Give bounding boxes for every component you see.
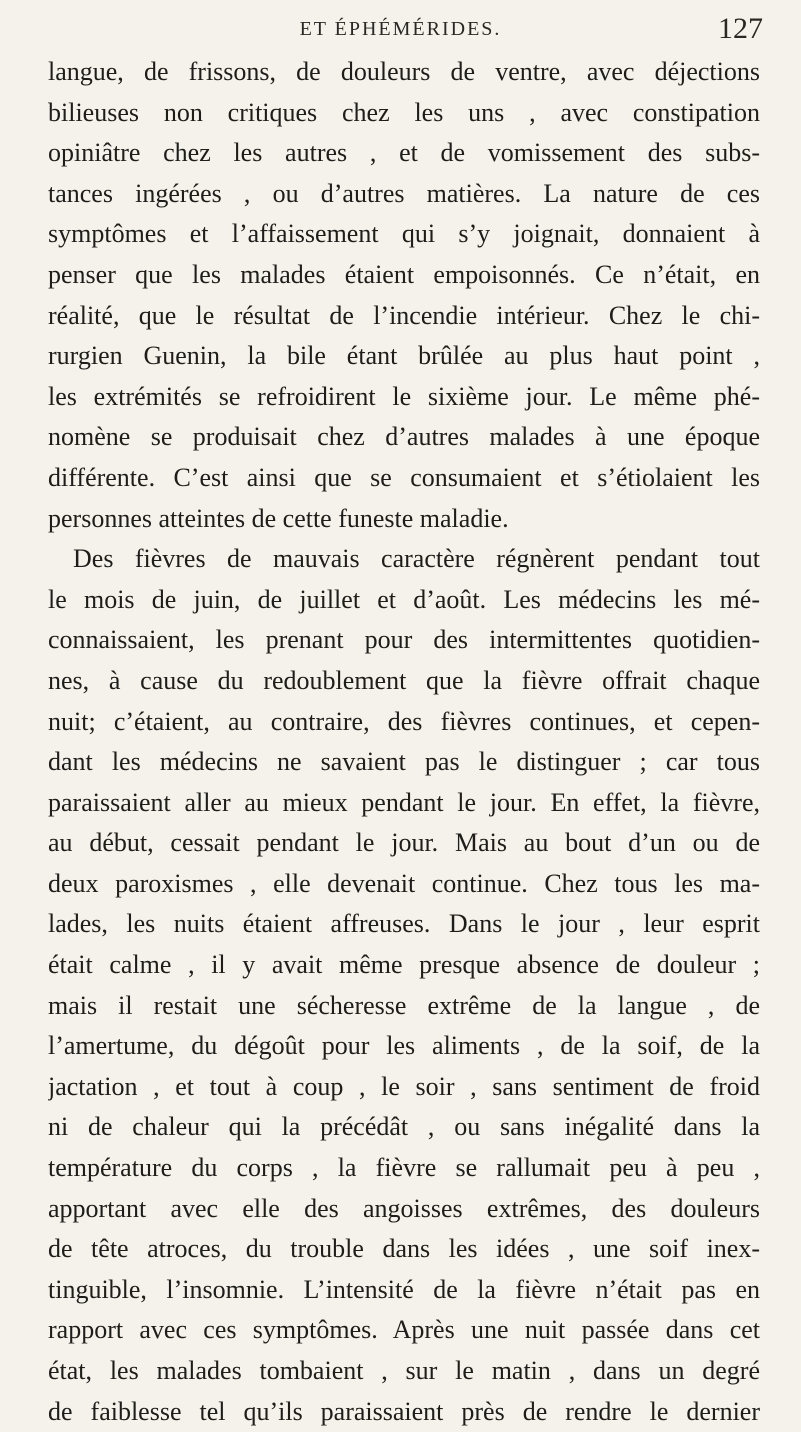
text-line: état, les malades tombaient , sur le matin , dans un degré (48, 1356, 760, 1385)
text-line: mais il restait une sécheresse extrême de la langue , de (48, 990, 760, 1020)
running-title: ET ÉPHÉMÉRIDES. (299, 18, 502, 40)
text-line: symptômes et l’affaissement qui s’y joignait, donnaient à (48, 219, 760, 249)
text-line: apportant avec elle des angoisses extrêmes, des douleurs (48, 1193, 760, 1223)
text-line: nes, à cause du redoublement que la fièvre offrait chaque (48, 665, 760, 695)
text-line: paraissaient aller au mieux pendant le jour. En effet, la fièvre, (48, 787, 760, 817)
text-line: connaissaient, les prenant pour des intermittentes quotidien- (48, 625, 760, 655)
text-line: bilieuses non critiques chez les uns , avec constipation (48, 97, 760, 127)
text-line: nomène se produisait chez d’autres malades à une époque (48, 422, 760, 452)
text-line: ni de chaleur qui la précédât , ou sans inégalité dans la (48, 1112, 760, 1142)
text-line: dant les médecins ne savaient pas le distinguer ; car tous (48, 747, 760, 777)
text-line: le mois de juin, de juillet et d’août. Les médecins les mé- (48, 584, 760, 614)
text-line: les extrémités se refroidirent le sixième jour. Le même phé- (48, 381, 760, 411)
text-line: rurgien Guenin, la bile étant brûlée au plus haut point , (48, 341, 760, 371)
text-line: au début, cessait pendant le jour. Mais au bout d’un ou de (48, 828, 760, 858)
text-line: l’amertume, du dégoût pour les aliments , de la soif, de la (48, 1031, 760, 1061)
text-line: deux paroxismes , elle devenait continue. Chez tous les ma- (48, 868, 760, 898)
text-line: lades, les nuits étaient affreuses. Dans le jour , leur esprit (48, 909, 760, 939)
text-line: tinguible, l’insomnie. L’intensité de la fièvre n’était pas en (48, 1274, 760, 1304)
text-line: personnes atteintes de cette funeste maladie. (48, 503, 509, 533)
text-line: Des fièvres de mauvais caractère régnèrent pendant tout (73, 544, 760, 574)
page-number: 127 (718, 12, 763, 45)
text-line: penser que les malades étaient empoisonnés. Ce n’était, en (48, 259, 760, 289)
text-line: langue, de frissons, de douleurs de ventre, avec déjections (48, 57, 760, 86)
text-line: tances ingérées , ou d’autres matières. La nature de ces (48, 178, 760, 208)
text-line: opiniâtre chez les autres , et de vomissement des subs- (48, 138, 760, 168)
text-line: était calme , il y avait même presque absence de douleur ; (48, 950, 760, 980)
text-line: rapport avec ces symptômes. Après une nuit passée dans cet (48, 1315, 760, 1345)
text-line: température du corps , la fièvre se rallumait peu à peu , (48, 1153, 760, 1183)
text-line: jactation , et tout à coup , le soir , sans sentiment de froid (48, 1071, 760, 1101)
running-head (0, 12, 801, 52)
text-line: nuit; c’étaient, au contraire, des fièvres continues, et cepen- (48, 706, 760, 736)
body-text (48, 52, 760, 1432)
text-line: de tête atroces, du trouble dans les idées , une soif inex- (48, 1234, 760, 1264)
text-line: différente. C’est ainsi que se consumaient et s’étiolaient les (48, 462, 760, 492)
text-line: réalité, que le résultat de l’incendie intérieur. Chez le chi- (48, 300, 760, 330)
text-line: de faiblesse tel qu’ils paraissaient près de rendre le dernier (48, 1396, 760, 1426)
